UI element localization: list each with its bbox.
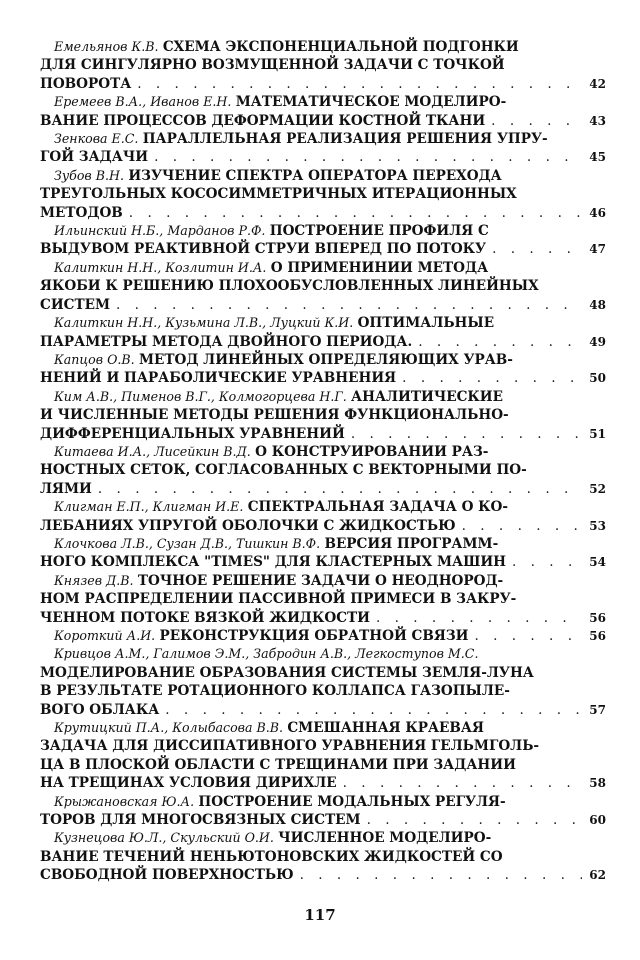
- entry-title-line: МОДЕЛИРОВАНИЕ ОБРАЗОВАНИЯ СИСТЕМЫ ЗЕМЛЯ-ЛУНА: [40, 664, 534, 681]
- page-number: 117: [304, 906, 336, 924]
- entry-title-line: ДИФФЕРЕНЦИАЛЬНЫХ УРАВНЕНИЙ: [40, 425, 345, 442]
- entry-page-number: 62: [589, 868, 606, 883]
- entry-title-line: СХЕМА ЭКСПОНЕНЦИАЛЬНОЙ ПОДГОНКИ: [162, 39, 519, 55]
- toc-entry: [40, 645, 606, 719]
- entry-title-line: ПОСТРОЕНИЕ ПРОФИЛЯ С: [269, 223, 489, 240]
- entry-title-line: МЕТОДОВ: [40, 204, 123, 221]
- entry-title-line: О ПРИМЕНИНИИ МЕТОДА: [270, 259, 489, 276]
- entry-title-line: АНАЛИТИЧЕСКИЕ: [351, 388, 504, 405]
- toc-entry: [40, 793, 606, 830]
- leader-dots: [337, 774, 582, 792]
- entry-title-line: ЯКОБИ К РЕШЕНИЮ ПЛОХООБУСЛОВЛЕННЫХ ЛИНЕЙНЫХ: [40, 278, 539, 295]
- entry-authors: Зенкова Е.С.: [54, 131, 139, 147]
- entry-title-line: МЕТОД ЛИНЕЙНЫХ ОПРЕДЕЛЯЮЩИХ УРАВ-: [138, 351, 513, 368]
- entry-authors: Князев Д.В.: [54, 572, 134, 588]
- toc-entry: [40, 829, 606, 884]
- entry-authors: Калиткин Н.Н., Кузьмина Л.В., Луцкий К.И.: [54, 315, 354, 331]
- entry-title-line: ТОРОВ ДЛЯ МНОГОСВЯЗНЫХ СИСТЕМ: [40, 812, 361, 829]
- entry-authors: Крыжановская Ю.А.: [54, 793, 195, 809]
- toc-entry: [40, 572, 606, 627]
- entry-authors: Еремеев В.А., Иванов Е.Н.: [54, 94, 232, 110]
- entry-title-line: ТОЧНОЕ РЕШЕНИЕ ЗАДАЧИ О НЕОДНОРОД-: [137, 572, 504, 589]
- entry-page-number: 52: [589, 481, 606, 496]
- toc-entry: [40, 535, 606, 572]
- leader-dots: [294, 866, 582, 884]
- toc-entry: [40, 443, 606, 498]
- entry-title-line: ВЕРСИЯ ПРОГРАММ-: [324, 535, 499, 552]
- entry-page-number: 47: [589, 242, 606, 257]
- leader-dots: [361, 811, 582, 829]
- entry-page-number: 45: [589, 150, 606, 165]
- entry-title-line: ПАРАМЕТРЫ МЕТОДА ДВОЙНОГО ПЕРИОДА.: [40, 333, 413, 350]
- toc-entry: [40, 259, 606, 314]
- entry-title-line: ВАНИЕ ТЕЧЕНИЙ НЕНЬЮТОНОВСКИХ ЖИДКОСТЕЙ СО: [40, 848, 503, 865]
- entry-title-line: ЦА В ПЛОСКОЙ ОБЛАСТИ С ТРЕЩИНАМИ ПРИ ЗАДАНИИ: [40, 756, 516, 773]
- leader-dots: [468, 627, 582, 645]
- entry-title-line: ГОЙ ЗАДАЧИ: [40, 149, 149, 166]
- toc-entry: [40, 38, 606, 93]
- entry-title-line: ЛЕБАНИЯХ УПРУГОЙ ОБОЛОЧКИ С ЖИДКОСТЬЮ: [40, 517, 456, 534]
- entry-title-line: ПОВОРОТА: [40, 75, 132, 92]
- entry-page-number: 49: [589, 334, 606, 349]
- entry-title-line: ЧИСЛЕННОЕ МОДЕЛИРО-: [278, 830, 492, 847]
- entry-title-line: НЕНИЙ И ПАРАБОЛИЧЕСКИЕ УРАВНЕНИЯ: [40, 370, 397, 387]
- leader-dots: [485, 112, 582, 130]
- leader-dots: [110, 296, 582, 314]
- entry-title-line: МАТЕМАТИЧЕСКОЕ МОДЕЛИРО-: [235, 94, 507, 111]
- toc-entry: [40, 130, 606, 167]
- entry-authors: Короткий А.И.: [54, 628, 156, 643]
- entry-title-line: ТРЕУГОЛЬНЫХ КОСОСИММЕТРИЧНЫХ ИТЕРАЦИОННЫХ: [40, 186, 517, 203]
- entry-authors: Калиткин Н.Н., Козлитин И.А.: [54, 259, 267, 275]
- entry-page-number: 53: [589, 518, 606, 533]
- entry-title-line: ВЫДУВОМ РЕАКТИВНОЙ СТРУИ ВПЕРЕД ПО ПОТОКУ: [40, 241, 487, 258]
- entry-title-line: НОСТНЫХ СЕТОК, СОГЛАСОВАННЫХ С ВЕКТОРНЫМИ ПО-: [40, 462, 527, 479]
- entry-title-line: ПОСТРОЕНИЕ МОДАЛЬНЫХ РЕГУЛЯ-: [198, 793, 506, 810]
- entry-title-line: ПАРАЛЛЕЛЬНАЯ РЕАЛИЗАЦИЯ РЕШЕНИЯ УПРУ-: [142, 131, 548, 148]
- entry-authors: Емельянов К.В.: [54, 39, 159, 54]
- entry-authors: Капцов О.В.: [54, 351, 135, 367]
- entry-page-number: 50: [589, 371, 606, 386]
- leader-dots: [345, 425, 582, 443]
- entry-title-line: НОГО КОМПЛЕКСА "TIMES" ДЛЯ КЛАСТЕРНЫХ МАШИН: [40, 554, 507, 571]
- entry-authors: Клочкова Л.В., Сузан Д.В., Тишкин В.Ф.: [54, 535, 321, 551]
- toc-entry: [40, 351, 606, 388]
- entry-title-line: ЛЯМИ: [40, 480, 92, 497]
- leader-dots: [92, 480, 582, 498]
- entry-title-line: ВОГО ОБЛАКА: [40, 701, 160, 718]
- toc-entry: [40, 627, 606, 645]
- entry-authors: Кузнецова Ю.Л., Скульский О.И.: [54, 830, 274, 846]
- entry-page-number: 51: [589, 426, 606, 441]
- entry-authors: Крутицкий П.А., Колыбасова В.В.: [54, 720, 284, 736]
- toc-entry: [40, 498, 606, 535]
- entry-title-line: ДЛЯ СИНГУЛЯРНО ВОЗМУЩЕННОЙ ЗАДАЧИ С ТОЧКОЙ: [40, 57, 505, 74]
- entry-authors: Клигман Е.П., Клигман И.Е.: [54, 499, 244, 515]
- toc-entry: [40, 222, 606, 259]
- entry-authors: Ильинский Н.Б., Марданов Р.Ф.: [54, 223, 266, 239]
- leader-dots: [148, 148, 582, 166]
- entry-page-number: 42: [589, 76, 606, 91]
- entry-title-line: О КОНСТРУИРОВАНИИ РАЗ-: [255, 443, 489, 460]
- leader-dots: [131, 75, 582, 93]
- entry-page-number: 46: [589, 205, 606, 220]
- entry-page-number: 56: [589, 629, 606, 643]
- entry-title-line: СВОБОДНОЙ ПОВЕРХНОСТЬЮ: [40, 867, 294, 884]
- leader-dots: [159, 701, 582, 719]
- entry-title-line: НА ТРЕЩИНАХ УСЛОВИЯ ДИРИХЛЕ: [40, 775, 337, 792]
- toc-entry: [40, 388, 606, 443]
- entry-title-line: ЧЕННОМ ПОТОКЕ ВЯЗКОЙ ЖИДКОСТИ: [40, 609, 370, 626]
- toc-entry: [40, 167, 606, 222]
- entry-title-line: СМЕШАННАЯ КРАЕВАЯ: [287, 720, 484, 737]
- leader-dots: [396, 369, 582, 387]
- entry-page-number: 43: [589, 113, 606, 128]
- entry-title-line: СИСТЕМ: [40, 296, 111, 313]
- leader-dots: [486, 240, 582, 258]
- entry-page-number: 56: [589, 610, 606, 625]
- entry-authors: Зубов В.Н.: [54, 167, 124, 183]
- leader-dots: [370, 609, 582, 627]
- entry-page-number: 60: [589, 813, 606, 828]
- entry-authors: Китаева И.А., Лисейкин В.Д.: [54, 443, 251, 459]
- entry-page-number: 58: [589, 776, 606, 791]
- entry-page-number: 57: [589, 702, 606, 717]
- entry-page-number: 54: [589, 555, 606, 570]
- toc-entry: [40, 314, 606, 351]
- entry-title-line: СПЕКТРАЛЬНАЯ ЗАДАЧА О КО-: [247, 499, 509, 516]
- entry-title-line: РЕКОНСТРУКЦИЯ ОБРАТНОЙ СВЯЗИ: [159, 628, 469, 644]
- entry-authors: Ким А.В., Пименов В.Г., Колмогорцева Н.Г.: [54, 388, 347, 404]
- entry-title-line: ОПТИМАЛЬНЫЕ: [357, 315, 495, 332]
- entry-page-number: 48: [589, 297, 606, 312]
- leader-dots: [506, 553, 582, 571]
- leader-dots: [456, 517, 582, 535]
- entry-title-line: НОМ РАСПРЕДЕЛЕНИИ ПАССИВНОЙ ПРИМЕСИ В ЗАКРУ-: [40, 591, 517, 608]
- entry-authors: Кривцов А.М., Галимов Э.М., Забродин А.В., Легкоступов М.С.: [54, 646, 479, 662]
- entry-title-line: В РЕЗУЛЬТАТЕ РОТАЦИОННОГО КОЛЛАПСА ГАЗОПЫЛЕ-: [40, 683, 510, 700]
- leader-dots: [123, 204, 582, 222]
- entry-title-line: ИЗУЧЕНИЕ СПЕКТРА ОПЕРАТОРА ПЕРЕХОДА: [128, 167, 502, 184]
- entry-title-line: ЗАДАЧА ДЛЯ ДИССИПАТИВНОГО УРАВНЕНИЯ ГЕЛЬМГОЛЬ-: [40, 738, 540, 755]
- entry-title-line: И ЧИСЛЕННЫЕ МЕТОДЫ РЕШЕНИЯ ФУНКЦИОНАЛЬНО-: [40, 407, 509, 424]
- entry-title-line: ВАНИЕ ПРОЦЕССОВ ДЕФОРМАЦИИ КОСТНОЙ ТКАНИ: [40, 112, 486, 129]
- toc-entry: [40, 93, 606, 130]
- table-of-contents: [40, 38, 606, 885]
- leader-dots: [412, 333, 582, 351]
- toc-entry: [40, 719, 606, 793]
